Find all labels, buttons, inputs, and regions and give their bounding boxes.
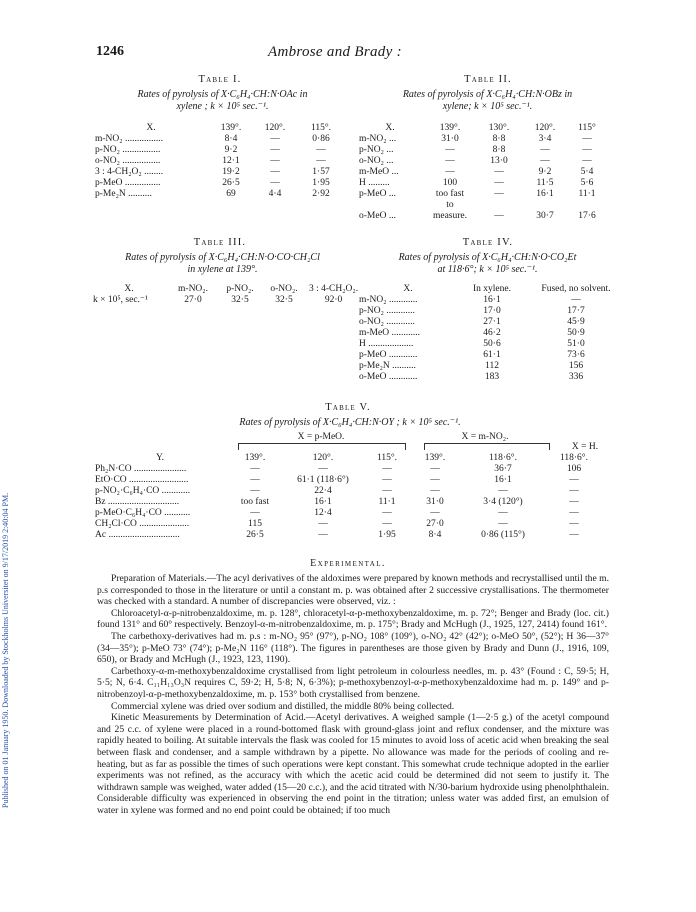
table1-header-cell: 120°. [264,123,286,133]
table-row [356,295,628,306]
table2-cell: — [494,211,504,221]
table5-cell: — [250,508,260,518]
paragraph: Preparation of Materials.—The acyl derivatives of the aldoximes were prepared by known methods and recrystallised until the m. p.s corresponded to those in the literature or until a constant m. p. was obtained after 2 successive crystallisations. The thermometer was checked with a standard. A number of discrepancies were observed, viz. : [97,573,609,608]
table4-row-label: H ................... [359,339,414,349]
table2-cell: too fast [435,189,465,199]
table-row [90,295,361,306]
table1-title: Table I. [198,74,242,85]
table4-row-label: p-MeO ............ [359,350,418,360]
table5-header-cell: Y. [155,453,164,463]
table4-cell: 336 [568,372,584,382]
table4-cell: 50·6 [483,339,501,349]
table1-cell: — [270,167,280,177]
table2-cell: — [582,134,592,144]
paragraph: Carbethoxy-α-m-methoxybenzaldoxime crystallised from light petroleum in colourless needles, m. p. 43° (Found : C, 59·5; H, 5·5; N, 6·4. C₁₁H₁₃O₃N requires C, 59·2; H, 5·8; N, 6·3%); p-methoxybenzoyl-α-p-methoxybenzaldoxime had m. p. 149° and p-nitrobenzoyl-α-p-methoxybenzaldoxime, m. p. 153° both crystallised from benzene. [97,665,609,700]
paragraph: Chloroacetyl-α-p-nitrobenzaldoxime, m. p. 128°, chloracetyl-α-p-methoxybenzaldoxime, m. p. 72°; Benger and Brady (loc. cit.) found 131° and 60° respectively. Benzoyl-α-m-nitrobenzaldoxime, m. p. 175°; Brady and McHugh (J., 1925, 127, 2414) found 161°. [97,607,609,631]
table1-cell: 69 [226,189,236,199]
table4-cell: 183 [484,372,500,382]
table5-cell: — [382,519,392,529]
table4-caption-line1: Rates of pyrolysis of X·C₆H₄·CH:N·O·CO₂Et [398,252,577,263]
table5-cell: — [318,530,328,540]
table1-cell: 12·1 [222,156,240,166]
table5-cell: 27·0 [426,519,444,529]
table5-row-label: p-MeO·C₆H₄·CO ........... [95,508,191,518]
table-row [356,211,606,222]
table-row [92,156,344,167]
table-row [92,145,344,156]
table3-header-cell: o-NO₂. [270,284,298,294]
table2-caption-line1: Rates of pyrolysis of X·C₆H₄·CH:N·OBz in [402,89,573,100]
table5-cell: too fast [240,497,270,507]
table2-cell: 9·2 [538,167,552,177]
table2-cell: 5·6 [580,178,594,188]
table4-row-label: o-NO₂ ............ [359,317,415,327]
table4-title: Table IV. [462,237,514,248]
paragraph: Commercial xylene was dried over sodium and distilled, the middle 80% being collected. [111,700,455,712]
table4-header-row [356,284,628,295]
table4-cell: 27·1 [483,317,501,327]
experimental-body [97,573,609,816]
table5-cell: 8·4 [428,530,442,540]
page-number: 1246 [96,44,124,59]
table-row [92,486,602,497]
table-row [356,339,628,350]
table2-cell: to [446,200,454,210]
table-row [92,134,344,145]
table5-cell: 11·1 [378,497,396,507]
table5-cell: — [498,508,508,518]
table2-cell: — [445,167,455,177]
table4-cell: 51·0 [567,339,585,349]
table5-header-cell: 120°. [312,453,334,463]
table2-cell [522,200,568,211]
table1-cell: — [316,156,326,166]
table2-row-label: H ......... [359,178,390,188]
running-title: Ambrose and Brady : [268,44,402,60]
table-row [92,508,602,519]
table2-row-label: m-NO₂ ... [359,134,397,144]
table2-header-cell: 115° [578,123,596,133]
watermark-text: Published on 01 January 1950. Downloaded by Stockholms Universitet on 9/17/2019 2:40:04 PM. [1,492,10,808]
table1-cell: 19·2 [222,167,240,177]
table-row [356,200,606,211]
table1-header-cell: X. [146,123,156,133]
table2-cell: — [582,145,592,155]
table2-cell: — [540,156,550,166]
table4-cell: 16·1 [483,295,501,305]
table5-group-pmeo: X = p-MeO. [297,432,345,442]
table-row [356,145,606,156]
table3-row-label: k × 10⁵, sec.⁻¹ [93,295,148,305]
table-row [356,317,628,328]
table1-cell: 9·2 [224,145,238,155]
table-row [356,189,606,200]
table5-cell: — [382,486,392,496]
table3-cell: 32·5 [231,295,249,305]
table5-cell: 16·1 [494,475,512,485]
table2-row-label: p-NO₂ ... [359,145,394,155]
table2-cell: 11·1 [578,189,596,199]
table5-cell: — [569,519,579,529]
table2-cell: 13·0 [490,156,508,166]
table1-row-label: p-MeO ............... [95,178,161,188]
table5-title: Table V. [325,402,371,413]
table5-cell: — [250,475,260,485]
table1-row-label: o-NO₂ ................ [95,156,161,166]
table3-header-cell: p-NO₂. [226,284,254,294]
table5-group-mno2-rule [424,443,550,450]
table3-caption-line2: in xylene at 139°. [187,264,258,275]
table5-row-label: Bz .............................. [95,497,180,507]
table5-cell: 16·1 [314,497,332,507]
table5-header-row [92,453,602,464]
table1-cell: 8·4 [224,134,238,144]
table5-cell: — [382,464,392,474]
table5-cell: 1·95 [378,530,396,540]
table2-caption [360,89,615,113]
table2 [356,123,606,222]
table-row [356,350,628,361]
table5-cell: — [498,519,508,529]
table2-cell: 31·0 [441,134,459,144]
table-row [356,167,606,178]
table2-cell: — [582,156,592,166]
table-row [92,178,344,189]
table5-cell: — [382,475,392,485]
table4-cell: 156 [568,361,584,371]
table2-cell: 17·6 [578,211,596,221]
table5 [92,453,602,541]
download-watermark [0,88,12,808]
table2-caption-line2: xylene; k × 10⁵ sec.⁻¹. [442,101,533,112]
table3-cell: 32·5 [275,295,293,305]
table5-header-cell: 115°. [376,453,398,463]
table2-cell: 3·4 [538,134,552,144]
table5-cell: 0·86 (115°) [481,530,525,540]
table5-cell: 115 [248,519,262,529]
table5-cell: 3·4 (120°) [483,497,523,507]
table1-cell: 0·86 [312,134,330,144]
table3-header-cell: m-NO₂. [178,284,208,294]
table5-cell: — [318,519,328,529]
table1-header-cell: 115°. [310,123,332,133]
table4-header-cell: In xylene. [473,284,511,294]
paragraph: The carbethoxy-derivatives had m. p.s : m-NO₂ 95° (97°), p-NO₂ 108° (109°), o-NO₂ 42° (42°); o-MeO 50°, (52°); H 36—37° (34—35°); p-MeO 73° (74°); p-Me₂N 116° (118°). The figures in parentheses are those given by Brady and Dunn (J., 1916, 109, 650), or Brady and McHugh (J., 1923, 123, 1190). [97,630,609,666]
table4-cell: 45·9 [567,317,585,327]
table2-row-label [356,200,424,211]
table-row [92,530,602,541]
table1-header-cell: 139°. [220,123,242,133]
table2-row-label: o-MeO ... [359,211,396,221]
table4-cell: 50·9 [567,328,585,338]
table1-caption-line1: Rates of pyrolysis of X·C₆H₄·CH:N·OAc in [137,89,308,100]
table3-title: Table III. [193,237,247,248]
table5-cell: 31·0 [426,497,444,507]
table1-cell: — [270,178,280,188]
table2-header-cell: 120°. [534,123,556,133]
table2-cell [568,200,606,211]
table5-cell: — [569,475,579,485]
table1-cell: 1·57 [312,167,330,177]
table5-row-label: Ph₂N·CO ...................... [95,464,187,474]
table5-row-label: p-NO₂·C₆H₄·CO ............ [95,486,191,496]
table3-cell: 92·0 [324,295,343,305]
table4-cell: 112 [485,361,499,371]
table2-cell: — [445,145,455,155]
table3 [90,284,361,306]
table1-cell: — [270,145,280,155]
table5-caption: Rates of pyrolysis of X·C₆H₄·CH:N·OY ; k × 10⁵ sec.⁻¹. [239,417,461,428]
table3-caption [90,252,355,276]
table5-cell: — [430,486,440,496]
table5-header-cell: 139°. [244,453,266,463]
paragraph: Kinetic Measurements by Determination of Acid.—Acetyl derivatives. A weighed sample (1—2·5 g.) of the acetyl compound and 25 c.c. of xylene were placed in a round-bottomed flask with ground-glass joint and reflux condenser, and the mixture was rapidly heated to boiling. At suitable intervals the flask was cooled for 15 minutes to avoid loss of acetic acid when breaking the seal between flask and condenser, and a sample withdrawn by a pipette. No allowance was made for the periods of cooling and re-heating, but as far as possible the times of such operations were kept constant. This somewhat crude technique adopted in the earlier experiments was not refined, as the accuracy with which the acetic acid could be determined did not seem to justify it. The withdrawn sample was weighed, water added (15—20 c.c.), and the acid titrated with N/30-barium hydroxide using phenolphthalein. Considerable difficulty was experienced in observing the end point in the titration; unless water was added first, an emulsion of water in xylene was formed and no end point could be obtained; if too much [97,712,609,816]
table2-cell: 100 [442,178,458,188]
table5-header-cell: 118·6°. [489,453,517,463]
table2-cell: 8·8 [492,134,506,144]
table2-row-label: o-NO₂ ... [359,156,394,166]
table2-cell: — [540,145,550,155]
table1-cell: — [270,134,280,144]
table-row [92,464,602,475]
table2-row-label: p-MeO ... [359,189,396,199]
table5-header-cell: 139°. [424,453,446,463]
table4-row-label: m-NO₂ ............ [359,295,418,305]
table-row [92,189,344,200]
table4-cell: 61·1 [483,350,501,360]
table3-header-cell: X. [124,284,134,294]
table5-cell: — [498,486,508,496]
table-row [356,328,628,339]
table5-row-label: EtO·CO ......................... [95,475,189,485]
table1-row-label: m-NO₂ ................ [95,134,163,144]
table2-header-cell: 139°. [439,123,461,133]
table4-header-cell: X. [403,284,413,294]
table4-header-cell: Fused, no solvent. [541,284,611,294]
table5-cell: — [569,497,579,507]
table5-cell: — [569,486,579,496]
table4 [356,284,628,383]
table4-cell: 17·0 [483,306,501,316]
table2-cell: 30·7 [536,211,554,221]
table5-cell: 36·7 [494,464,512,474]
table1-row-label: p-NO₂ ................ [95,145,161,155]
table4-row-label: m-MeO ............ [359,328,420,338]
table3-header-row [90,284,361,295]
table5-cell: — [569,508,579,518]
table-row [356,306,628,317]
table5-header-cell: 118·6°. [560,453,588,463]
table3-cell: 27·0 [184,295,202,305]
table2-row-label: m-MeO ... [359,167,399,177]
table2-cell: 16·1 [536,189,554,199]
table3-header-cell: 3 : 4-CH₂O₂. [309,284,359,294]
table5-group-pmeo-rule [238,443,406,450]
table2-cell: — [494,167,504,177]
table-row [356,372,628,383]
table1-cell: — [270,156,280,166]
table1-caption-line2: xylene ; k × 10⁵ sec.⁻¹. [176,101,269,112]
table4-row-label: p-NO₂ ............ [359,306,415,316]
table1-header-row [92,123,344,134]
table-row [92,475,602,486]
table2-cell: measure. [432,211,468,221]
table5-cell: 26·5 [246,530,264,540]
table2-cell: — [494,189,504,199]
table5-cell: — [250,464,260,474]
table5-row-label: Ac .............................. [95,530,180,540]
table5-cell: 61·1 (118·6°) [297,475,349,485]
table5-cell: 22·4 [314,486,332,496]
table-row [356,156,606,167]
table-row [92,519,602,530]
table5-cell: — [318,464,328,474]
table5-row-label: CH₂Cl·CO ..................... [95,519,190,529]
table-row [92,167,344,178]
table1-cell: 4·4 [268,189,282,199]
table2-title: Table II. [464,74,512,85]
table4-caption-line2: at 118·6°; k × 10⁵ sec.⁻¹. [437,264,538,275]
table1-cell: 26·5 [222,178,240,188]
table4-caption [360,252,615,276]
table5-cell: — [382,508,392,518]
table-row [356,134,606,145]
table2-cell: 8·8 [492,145,506,155]
table4-cell: — [571,295,581,305]
table2-cell [476,200,522,211]
table2-header-row [356,123,606,134]
table2-cell: — [494,178,504,188]
table2-cell: 5·4 [580,167,594,177]
table-row [92,497,602,508]
table3-caption-line1: Rates of pyrolysis of X·C₆H₄·CH:N·O·CO·CH₂Cl [125,252,320,263]
table5-cell: 106 [566,464,582,474]
table1-caption [100,89,345,113]
table5-cell: — [430,508,440,518]
table1-row-label: 3 : 4-CH₂O₂ ........ [95,167,164,177]
table1-cell: 2·92 [312,189,330,199]
table2-header-cell: X. [385,123,395,133]
table4-row-label: p-Me₂N .......... [359,361,416,371]
experimental-heading: Experimental. [310,558,386,569]
table2-header-cell: 130°. [488,123,510,133]
table1-cell: — [316,145,326,155]
table4-row-label: o-MeO ............ [359,372,418,382]
table5-cell: — [430,464,440,474]
table5-cell: — [430,475,440,485]
table2-cell: — [445,156,455,166]
table1-cell: 1·95 [312,178,330,188]
table5-cell: — [250,486,260,496]
table-row [356,361,628,372]
table1 [92,123,344,200]
table5-cell: — [569,530,579,540]
table5-cell: 12·4 [314,508,332,518]
table4-cell: 73·6 [567,350,585,360]
table1-row-label: p-Me₂N .......... [95,189,152,199]
table4-cell: 46·2 [483,328,501,338]
table-row [356,178,606,189]
table2-cell: 11·5 [536,178,554,188]
table5-group-mno2: X = m-NO₂. [461,432,509,442]
table5-group-h: X = H. [571,442,599,452]
table4-cell: 17·7 [567,306,585,316]
